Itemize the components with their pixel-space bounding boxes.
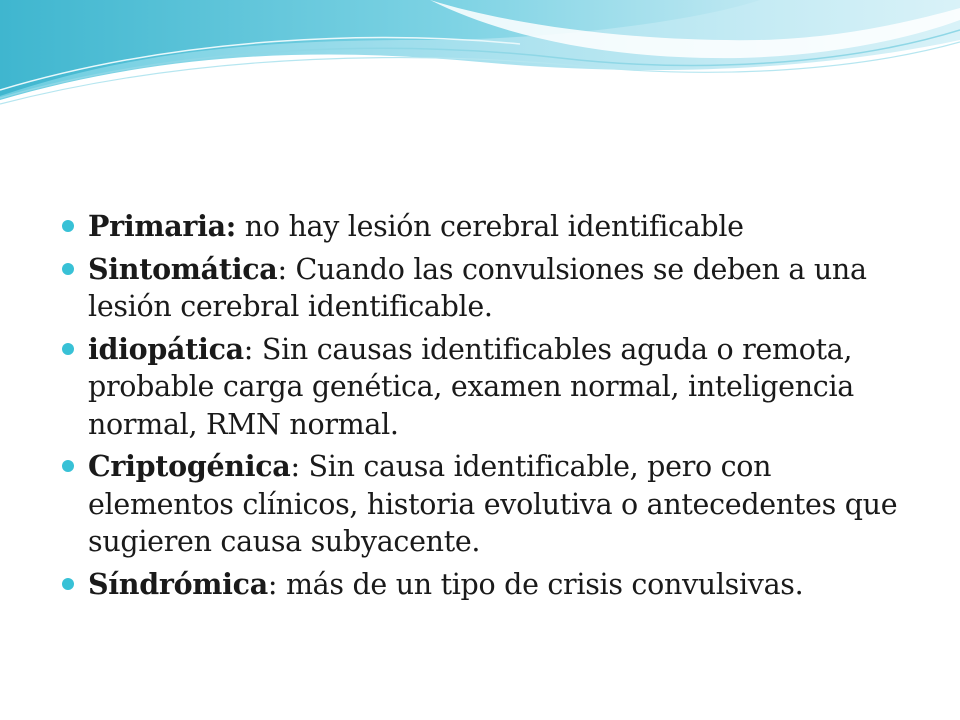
term: Criptogénica xyxy=(88,449,291,483)
definition: : Sin causas identificables aguda o remota, probable carga genética, examen normal, inteligencia normal, RMN normal. xyxy=(88,332,854,441)
list-item xyxy=(62,448,912,561)
bullet-icon xyxy=(62,263,74,275)
bullet-icon xyxy=(62,460,74,472)
list-item xyxy=(62,251,912,326)
list-item xyxy=(62,331,912,444)
bullet-icon xyxy=(62,220,74,232)
definition: : más de un tipo de crisis convulsivas. xyxy=(267,567,804,601)
term: Primaria: xyxy=(88,209,237,243)
term: idiopática xyxy=(88,331,244,366)
definition: no hay lesión cerebral identificable xyxy=(236,210,744,243)
definition: : Cuando las convulsiones se deben a una lesión cerebral identificable. xyxy=(88,252,867,323)
term: Síndrómica xyxy=(88,566,268,601)
list-item xyxy=(62,208,912,246)
bullet-list xyxy=(62,208,912,603)
list-item xyxy=(62,566,912,604)
content-area xyxy=(62,208,912,608)
term: Sintomática xyxy=(88,251,278,286)
bullet-icon xyxy=(62,578,74,590)
header-wave-decoration xyxy=(0,0,960,120)
bullet-icon xyxy=(62,343,74,355)
definition: : Sin causa identificable, pero con elementos clínicos, historia evolutiva o antecedentes que sugieren causa subyacente. xyxy=(88,450,898,558)
